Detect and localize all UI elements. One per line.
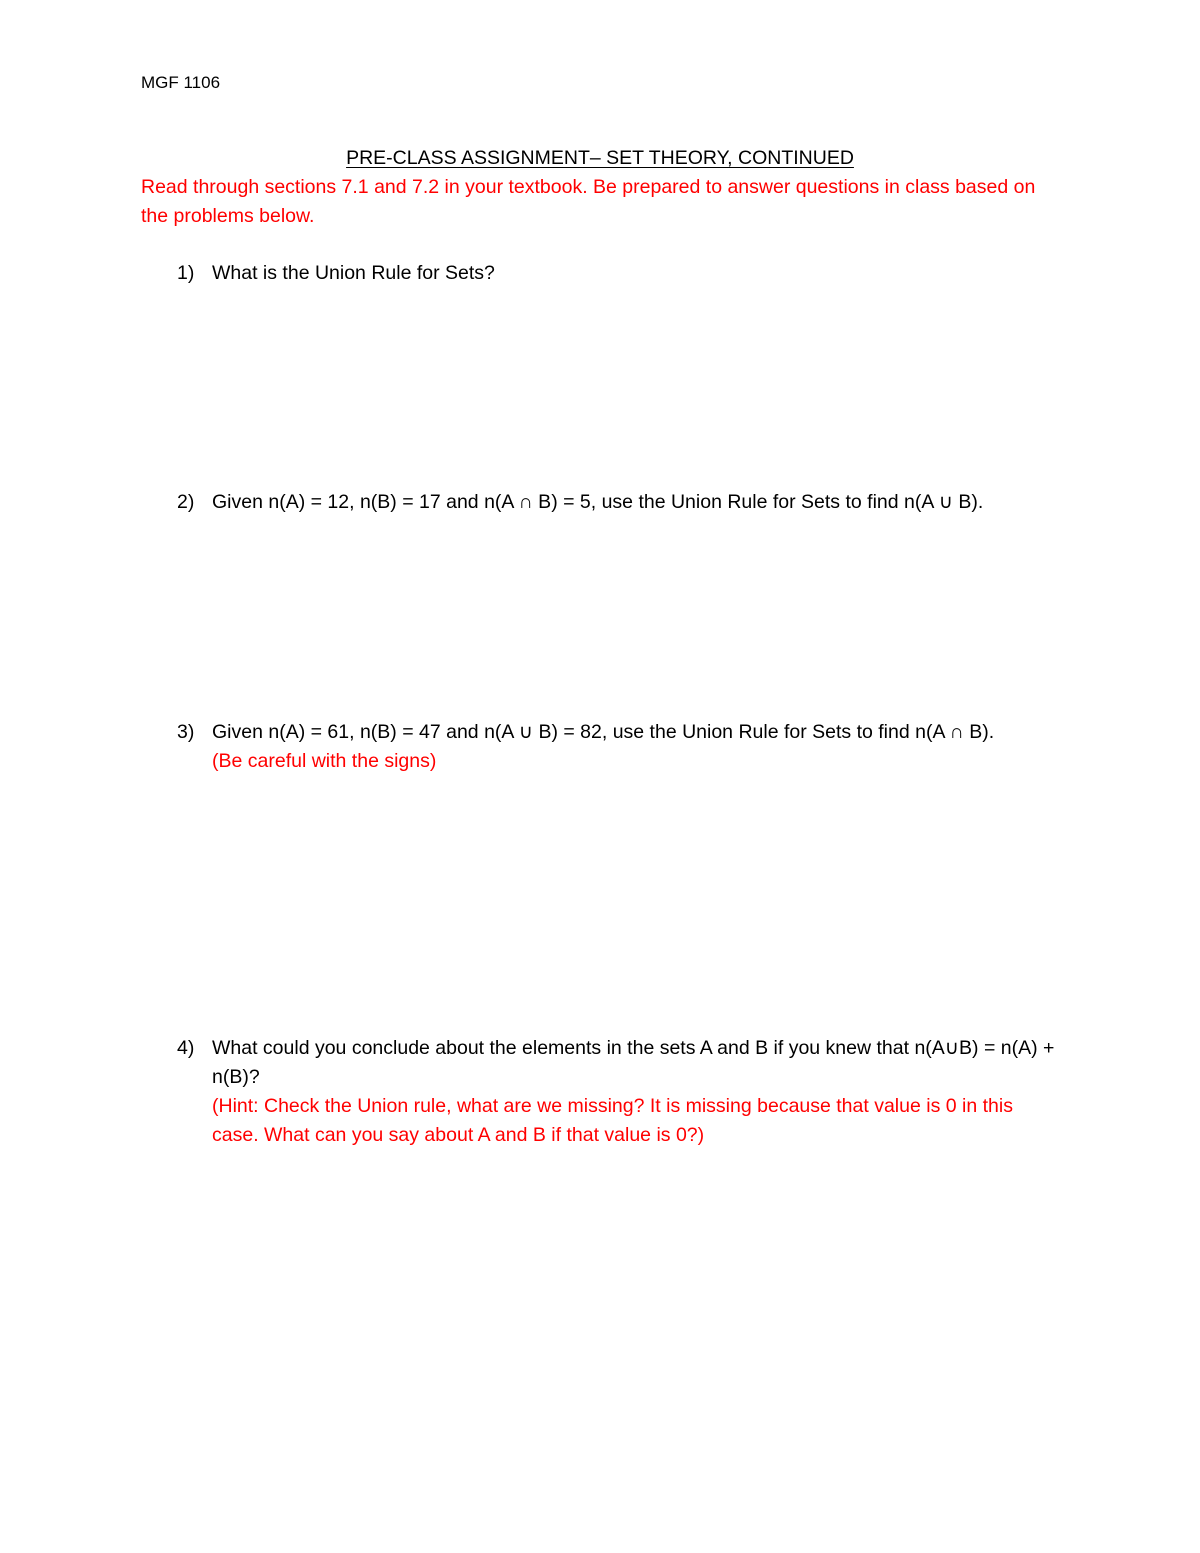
question-3 <box>177 718 1057 776</box>
course-code: MGF 1106 <box>141 73 221 92</box>
question-3-text: Given n(A) = 61, n(B) = 47 and n(A ∪ B) = 82, use the Union Rule for Sets to find n(A ∩ B). <box>212 721 995 743</box>
page-title: PRE-CLASS ASSIGNMENT– SET THEORY, CONTINUED <box>346 147 854 169</box>
question-2-number: 2) <box>177 491 195 513</box>
question-4-number: 4) <box>177 1037 195 1059</box>
question-3-hint: (Be careful with the signs) <box>212 750 437 772</box>
question-4-hint: (Hint: Check the Union rule, what are we missing? It is missing because that value is 0 in this case. What can you say about A and B if that value is 0?) <box>212 1095 1013 1146</box>
question-3-number: 3) <box>177 721 195 743</box>
question-4 <box>177 1034 1057 1150</box>
intro-instructions: Read through sections 7.1 and 7.2 in your textbook. Be prepared to answer questions in class based on the problems below. <box>141 176 1036 227</box>
question-1-number: 1) <box>177 262 195 284</box>
question-2-text: Given n(A) = 12, n(B) = 17 and n(A ∩ B) = 5, use the Union Rule for Sets to find n(A ∪ B). <box>212 491 984 513</box>
question-2 <box>177 488 1057 517</box>
question-1 <box>177 259 1057 288</box>
question-4-text: What could you conclude about the elements in the sets A and B if you knew that n(A∪B) = n(A) + n(B)? <box>212 1037 1055 1088</box>
question-1-text: What is the Union Rule for Sets? <box>212 262 495 284</box>
